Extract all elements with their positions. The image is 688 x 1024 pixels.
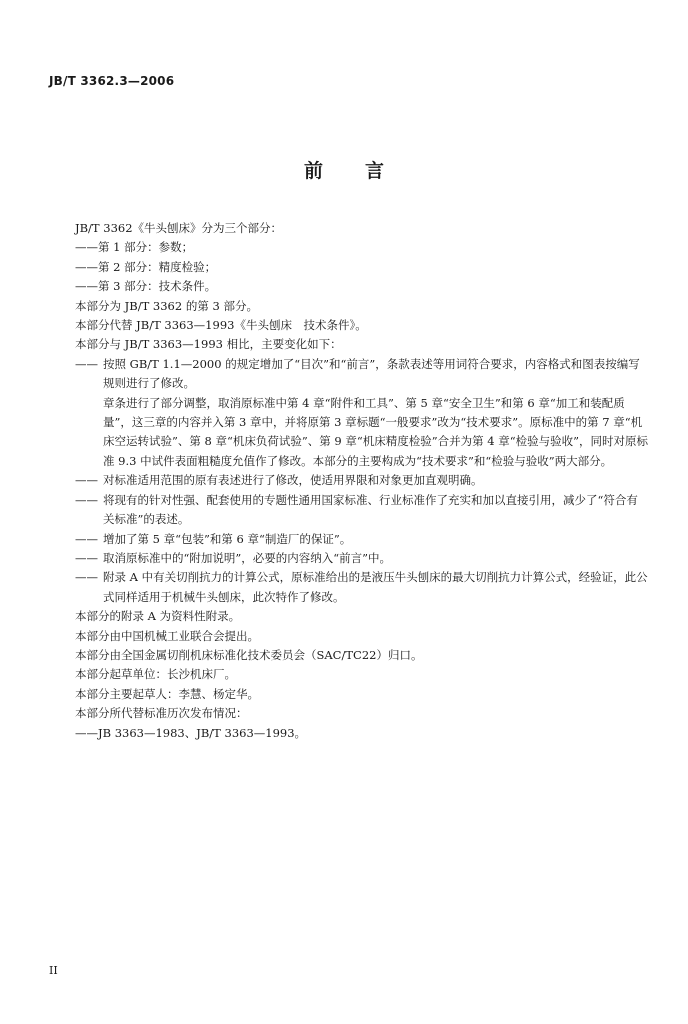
- change-text: 章条进行了部分调整，取消原标准中第 4 章“附件和工具”、第 5 章“安全卫生”和第 6 章“加工和装配质量”，这三章的内容并入第 3 章中，并将原第 3 章标题“一般要求”改为“技术要求”。原标准中的第 7 章“机床空运转试验”、第 8 章“机床负荷试验”、第 9 章“机床精度检验”合并为第 4 章“检验与验收”，同时对原标准 9.3 中试件表面粗糙度允值作了修改。本部分的主要构成为“技术要求”和“检验与验收”两大部分。: [103, 395, 649, 468]
- part-1-item: ——第 1 部分：参数；: [75, 240, 194, 255]
- page-title: 前言: [303, 160, 426, 182]
- part-2-item: ——第 2 部分：精度检验；: [75, 259, 217, 274]
- dash-marker: ——: [75, 356, 98, 371]
- replaces-statement: 本部分代替 JB/T 3363—1993《牛头刨床 技术条件》。: [75, 318, 367, 333]
- dash-marker: ——: [75, 550, 98, 565]
- change-text: 附录 A 中有关切削抗力的计算公式，原标准给出的是液压牛头刨床的最大切削抗力计算公式，经验证，此公式同样适用于机械牛头刨床，此次特作了修改。: [103, 570, 648, 604]
- committee-statement: 本部分由全国金属切削机床标准化技术委员会（SAC/TC22）归口。: [75, 647, 423, 662]
- foreword-body: [49, 219, 649, 743]
- change-text: 取消原标准中的“附加说明”，必要的内容纳入“前言”中。: [103, 550, 392, 565]
- history-intro: 本部分所代替标准历次发布情况：: [75, 706, 248, 721]
- part-3-item: ——第 3 部分：技术条件。: [75, 279, 217, 294]
- change-item: [49, 549, 649, 568]
- change-text: 增加了第 5 章“包装”和第 6 章“制造厂的保证”。: [103, 531, 352, 546]
- dash-marker: ——: [75, 531, 98, 546]
- change-text: 按照 GB/T 1.1—2000 的规定增加了“目次”和“前言”，条款表述等用词符合要求，内容格式和图表按编写规则进行了修改。: [103, 356, 640, 391]
- change-item: [49, 568, 649, 607]
- history-item: ——JB 3363—1983、JB/T 3363—1993。: [75, 725, 307, 740]
- document-code: JB/T 3362.3—2006: [49, 74, 175, 88]
- dash-marker: ——: [75, 570, 98, 585]
- change-item: [49, 491, 649, 530]
- change-text: 对标准适用范围的原有表述进行了修改，使适用界限和对象更加直观明确。: [103, 473, 483, 488]
- dash-marker: ——: [75, 492, 98, 507]
- intro-paragraph: JB/T 3362《牛头刨床》分为三个部分：: [75, 221, 283, 235]
- changes-intro: 本部分与 JB/T 3363—1993 相比，主要变化如下：: [75, 337, 342, 352]
- dash-marker: ——: [75, 473, 98, 488]
- annex-statement: 本部分的附录 A 为资料性附录。: [75, 609, 241, 624]
- change-text: 将现有的针对性强、配套使用的专题性通用国家标准、行业标准作了充实和加以直接引用，减少了“符合有关标准”的表述。: [103, 492, 638, 527]
- page-number: II: [49, 964, 58, 977]
- drafting-unit: 本部分起草单位：长沙机床厂。: [75, 667, 236, 682]
- part-statement: 本部分为 JB/T 3362 的第 3 部分。: [75, 298, 258, 313]
- change-item: [49, 394, 649, 472]
- change-item: [49, 355, 649, 394]
- drafters: 本部分主要起草人：李慧、杨定华。: [75, 686, 259, 701]
- change-item: [49, 530, 649, 549]
- change-item: [49, 471, 649, 490]
- proposer-statement: 本部分由中国机械工业联合会提出。: [75, 628, 259, 643]
